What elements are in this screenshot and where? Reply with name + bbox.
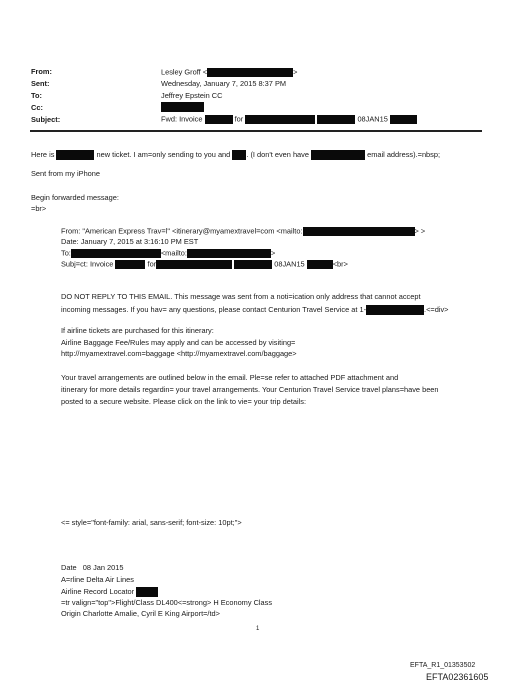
br-line: =br> [31,204,47,213]
arrangements-line-2: itinerary for more details regardin= your travel arrangements. Your Centurion Travel Service travel plans=have been [61,385,439,394]
redaction-box [303,227,415,236]
redaction-box [187,249,271,258]
to-value: Jeffrey Epstein CC [161,91,223,100]
notice-line-2 [61,305,448,315]
redaction-box [205,115,233,124]
itinerary-flight-class-line: =tr valign="top">Flight/Class DL400<=strong> H Economy Class [61,598,273,607]
sent-value: Wednesday, January 7, 2015 8:37 PM [161,79,287,88]
fwd-to-prefix: To: [61,248,71,258]
notice-line-1: DO NOT REPLY TO THIS EMAIL. This message was sent from a noti=ication only address that cannot accept [61,292,421,301]
cc-value [161,102,204,112]
baggage-line-2: Airline Baggage Fee/Rules may apply and can be accessed by visiting= [61,338,296,347]
baggage-line-1: If airline tickets are purchased for this itinerary: [61,326,214,335]
bates-number-2: EFTA02361605 [426,672,489,682]
subject-prefix: Fwd: Invoice [161,114,203,124]
baggage-line-3: http://myamextravel.com=baggage <http://myamextravel.com/baggage> [61,349,297,358]
from-name: Lesley Groff < [161,67,208,77]
itinerary-airline-line: A=rline Delta Air Lines [61,575,134,584]
itinerary-date-value: 08 Jan 2015 [82,563,124,572]
redaction-box [156,260,232,269]
redaction-box [136,587,158,597]
itinerary-date-line [61,564,123,571]
sent-from-line: Sent from my iPhone [31,169,101,178]
page-number: 1 [256,626,260,632]
here-is-text: Here is [31,149,55,159]
fwd-from-text: From: "American Express Trav=l" <itinerary@myamextravel=com <mailto: [61,226,303,236]
sent-label: Sent: [31,79,50,88]
fwd-subject-line [61,260,348,269]
style-line: <= style="font-family: arial, sans-serif; font-size: 10pt;"> [61,518,242,527]
fwd-from-end: > > [414,226,426,236]
redaction-box [161,102,204,112]
redaction-box [115,260,145,269]
itinerary-date-label: Date [61,563,77,572]
from-end: > [293,67,298,77]
subject-for: for [234,114,244,124]
record-locator-label: Airline Record Locator [61,586,135,596]
fwd-to-line [61,249,275,258]
notice-line-2-end: .<=div> [424,304,449,314]
redaction-box [317,115,355,124]
cc-label: Cc: [31,103,43,112]
redaction-box [232,150,246,160]
redaction-box [245,115,315,124]
fwd-to-mailto: <mailto: [160,248,187,258]
from-label: From: [31,67,52,76]
fwd-date-line: Date: January 7, 2015 at 3:16:10 PM EST [61,237,199,246]
redaction-box [366,305,424,315]
fwd-subj-date: 08JAN15 [274,259,305,269]
fwd-subj-end: <br> [332,259,348,269]
email-address-text: email address).=nbsp; [367,149,441,159]
redaction-box [311,150,365,160]
from-value [161,68,297,77]
subject-value [161,115,417,124]
itinerary-origin-line: Origin Charlotte Amalie, Cyril E King Airport=/td> [61,609,220,618]
redaction-box [390,115,417,124]
fwd-from-line [61,227,425,236]
arrangements-line-3: posted to a secure website. Please click on the link to vie= your trip details: [61,397,307,406]
to-label: To: [31,91,42,100]
bates-number-1: EFTA_R1_01353502 [410,662,476,669]
notice-line-2-text: incoming messages. If you hav= any questions, please contact Centurion Travel Service at 1- [61,304,367,314]
arrangements-line-1: Your travel arrangements are outlined below in the email. Ple=se refer to attached PDF attachment and [61,373,399,382]
redaction-box [71,249,161,258]
dont-have-text: . (I don't even have [246,149,309,159]
redaction-box [234,260,272,269]
begin-forwarded-line: Begin forwarded message: [31,193,119,202]
redaction-box [56,150,94,160]
new-ticket-text: new ticket. I am=only sending to you and [96,149,231,159]
subject-label: Subject: [31,115,61,124]
header-divider [30,130,482,132]
subject-date: 08JAN15 [357,114,388,124]
fwd-to-end: > [270,248,276,258]
fwd-subj-for: for [147,259,157,269]
redaction-box [207,68,293,77]
itinerary-record-locator-line [61,587,158,597]
body-here-is-line [31,150,440,160]
fwd-subj-prefix: Subj=ct: Invoice [61,259,114,269]
redaction-box [307,260,333,269]
